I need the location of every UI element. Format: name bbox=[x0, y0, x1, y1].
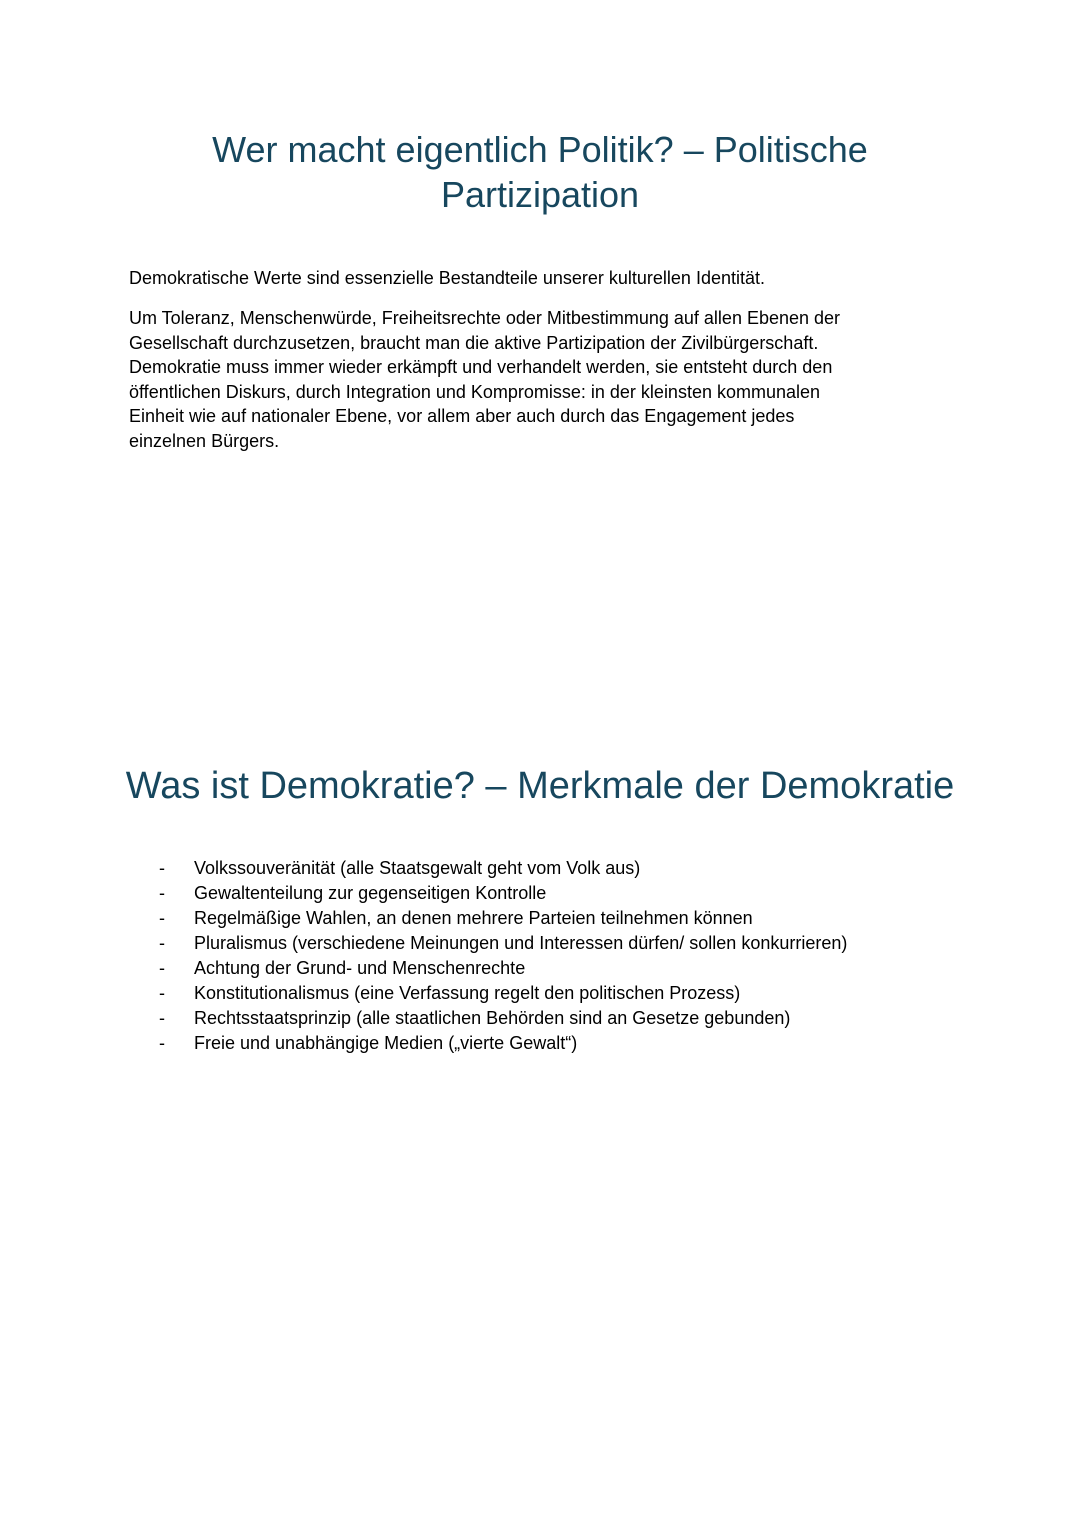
list-bullet: - bbox=[159, 958, 165, 978]
list-bullet: - bbox=[159, 1033, 165, 1053]
section1-body-line-5: Einheit wie auf nationaler Ebene, vor allem aber auch durch das Engagement jedes bbox=[129, 406, 795, 426]
list-item bbox=[0, 1031, 1080, 1056]
list-bullet: - bbox=[159, 908, 165, 928]
section1-title-line-1: Wer macht eigentlich Politik? – Politische bbox=[212, 129, 868, 170]
section1-title-line-2: Partizipation bbox=[440, 174, 640, 215]
list-bullet: - bbox=[159, 883, 165, 903]
list-item-text: Konstitutionalismus (eine Verfassung regelt den politischen Prozess) bbox=[194, 983, 741, 1003]
section2-title: Was ist Demokratie? – Merkmale der Demokratie bbox=[125, 765, 955, 807]
list-item-text: Gewaltenteilung zur gegenseitigen Kontrolle bbox=[194, 883, 547, 903]
list-item bbox=[0, 881, 1080, 906]
list-item bbox=[0, 1006, 1080, 1031]
section1-body-line-1: Um Toleranz, Menschenwürde, Freiheitsrechte oder Mitbestimmung auf allen Ebenen der bbox=[129, 308, 841, 328]
section1-body-paragraph bbox=[129, 306, 959, 453]
list-item-text: Regelmäßige Wahlen, an denen mehrere Parteien teilnehmen können bbox=[194, 908, 753, 928]
section1-body-line-2: Gesellschaft durchzusetzen, braucht man die aktive Partizipation der Zivilbürgerschaft. bbox=[129, 332, 819, 353]
list-item-text: Pluralismus (verschiedene Meinungen und Interessen dürfen/ sollen konkurrieren) bbox=[194, 933, 848, 953]
list-item-text: Rechtsstaatsprinzip (alle staatlichen Behörden sind an Gesetze gebunden) bbox=[194, 1008, 791, 1028]
section1-intro-paragraph: Demokratische Werte sind essenzielle Bestandteile unserer kulturellen Identität. bbox=[129, 268, 765, 288]
list-bullet: - bbox=[159, 1008, 165, 1028]
section1-body-line-3: Demokratie muss immer wieder erkämpft und verhandelt werden, sie entsteht durch den bbox=[129, 357, 833, 377]
list-item-text: Freie und unabhängige Medien („vierte Gewalt“) bbox=[194, 1033, 578, 1053]
list-bullet: - bbox=[159, 983, 165, 1003]
list-item bbox=[0, 906, 1080, 931]
list-item bbox=[0, 856, 1080, 881]
democracy-features-list bbox=[0, 856, 1080, 1056]
list-item-text: Volkssouveränität (alle Staatsgewalt geht vom Volk aus) bbox=[194, 858, 641, 878]
section1-body-line-6: einzelnen Bürgers. bbox=[129, 430, 280, 451]
list-bullet: - bbox=[159, 933, 165, 953]
list-item bbox=[0, 931, 1080, 956]
list-item bbox=[0, 956, 1080, 981]
section1-title bbox=[0, 127, 1080, 217]
list-bullet: - bbox=[159, 858, 165, 878]
section1-body-line-4: öffentlichen Diskurs, durch Integration und Kompromisse: in der kleinsten kommunalen bbox=[129, 381, 821, 402]
list-item-text: Achtung der Grund- und Menschenrechte bbox=[194, 958, 526, 978]
list-item bbox=[0, 981, 1080, 1006]
